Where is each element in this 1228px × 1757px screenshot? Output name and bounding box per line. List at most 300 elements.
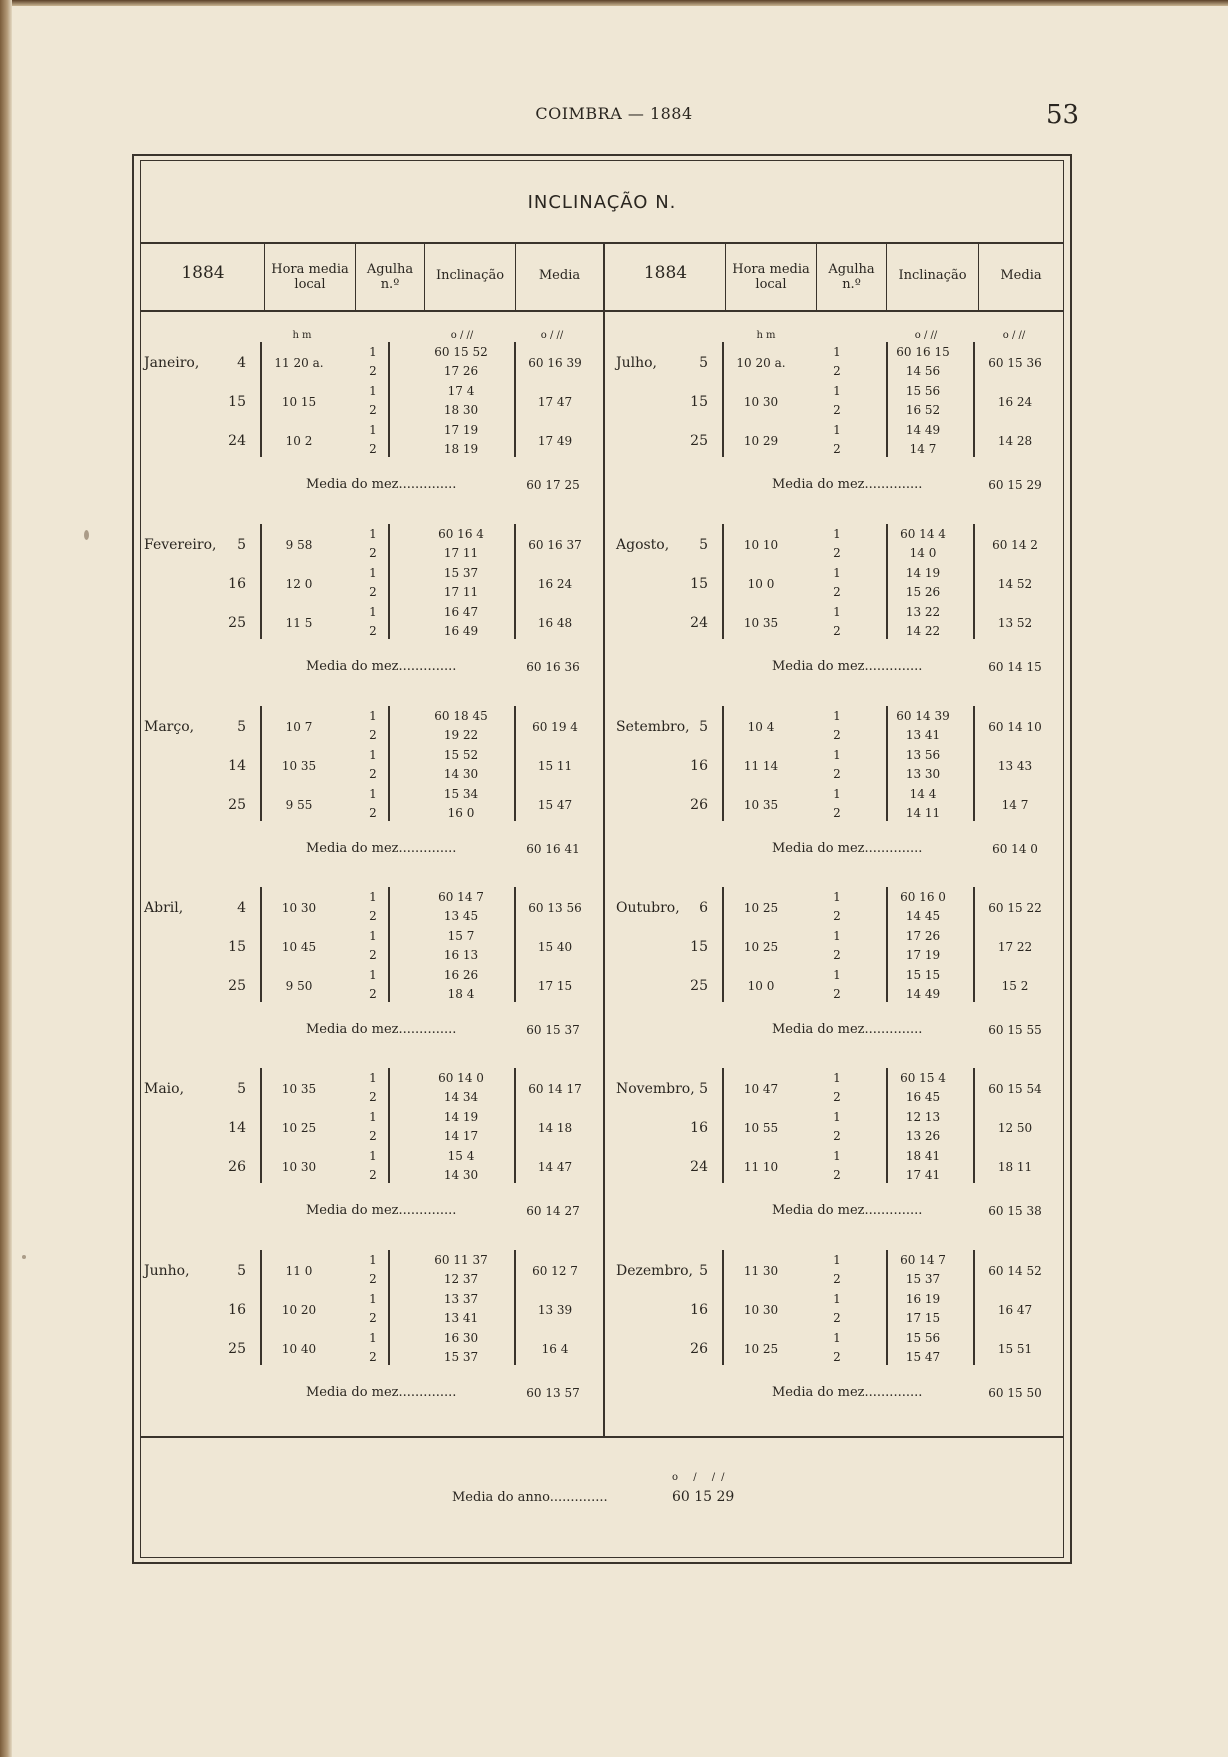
- agulha-number: 2: [369, 1311, 377, 1325]
- agulha-number: 2: [369, 1350, 377, 1364]
- inclinacao-value: 15 26: [905, 585, 941, 599]
- hora-local: 10 0: [747, 979, 775, 993]
- month-mean-label: Media do mez..............: [772, 841, 923, 856]
- agulha-number: 1: [833, 1071, 841, 1085]
- month-name: Fevereiro,: [144, 537, 217, 553]
- agulha-number: 1: [369, 1071, 377, 1085]
- agulha-number: 1: [833, 345, 841, 359]
- hora-local: 10 0: [747, 577, 775, 591]
- media-value: 14 18: [537, 1121, 573, 1135]
- inclinacao-value: 60 14 39: [896, 709, 950, 723]
- agulha-number: 2: [369, 728, 377, 742]
- inclinacao-value: 17 4: [447, 384, 475, 398]
- month-name: Novembro,: [616, 1081, 695, 1097]
- agulha-number: 2: [369, 364, 377, 378]
- header-hora: Hora media local: [732, 262, 810, 292]
- agulha-number: 2: [833, 806, 841, 820]
- inclinacao-value: 14 7: [909, 442, 937, 456]
- inclinacao-value: 60 14 7: [900, 1253, 946, 1267]
- agulha-number: 1: [833, 1331, 841, 1345]
- block-rule: [260, 1250, 262, 1365]
- day-number: 4: [237, 900, 246, 916]
- header-divider: [725, 244, 726, 310]
- day-number: 26: [690, 1341, 708, 1357]
- hora-local: 9 58: [285, 538, 313, 552]
- block-rule: [260, 524, 262, 639]
- agulha-number: 2: [833, 987, 841, 1001]
- media-value: 16 24: [997, 395, 1033, 409]
- inclinacao-value: 18 19: [443, 442, 479, 456]
- day-number: 24: [690, 615, 708, 631]
- day-number: 26: [690, 797, 708, 813]
- inclinacao-value: 14 49: [905, 423, 941, 437]
- media-value: 15 40: [537, 940, 573, 954]
- header-divider: [515, 244, 516, 310]
- agulha-number: 1: [369, 890, 377, 904]
- day-number: 5: [699, 537, 708, 553]
- inclinacao-value: 60 15 4: [900, 1071, 946, 1085]
- inclinacao-value: 15 15: [905, 968, 941, 982]
- inclinacao-value: 13 45: [443, 909, 479, 923]
- month-name: Maio,: [144, 1081, 185, 1097]
- media-value: 60 13 56: [528, 901, 582, 915]
- agulha-number: 2: [833, 1350, 841, 1364]
- month-mean-value: 60 15 55: [988, 1023, 1042, 1037]
- hora-local: 10 30: [281, 1160, 317, 1174]
- day-number: 4: [237, 355, 246, 371]
- month-name: Abril,: [144, 900, 184, 916]
- agulha-number: 2: [369, 806, 377, 820]
- month-name: Julho,: [616, 355, 658, 371]
- hora-local: 11 0: [285, 1264, 313, 1278]
- agulha-number: 2: [369, 1272, 377, 1286]
- agulha-number: 2: [833, 728, 841, 742]
- agulha-number: 2: [833, 948, 841, 962]
- inclinacao-value: 14 30: [443, 767, 479, 781]
- month-mean-value: 60 16 36: [526, 660, 580, 674]
- agulha-number: 1: [369, 384, 377, 398]
- media-value: 15 11: [537, 759, 573, 773]
- inclinacao-value: 16 0: [447, 806, 475, 820]
- block-rule: [260, 887, 262, 1002]
- inclinacao-value: 13 26: [905, 1129, 941, 1143]
- header-divider: [424, 244, 425, 310]
- media-value: 15 2: [1001, 979, 1029, 993]
- day-number: 5: [699, 719, 708, 735]
- hora-local: 10 7: [285, 720, 313, 734]
- day-number: 26: [228, 1159, 246, 1175]
- agulha-number: 1: [833, 1149, 841, 1163]
- inclinacao-value: 16 19: [905, 1292, 941, 1306]
- media-value: 60 15 22: [988, 901, 1042, 915]
- day-number: 24: [228, 433, 246, 449]
- inclinacao-value: 15 56: [905, 1331, 941, 1345]
- month-mean-value: 60 15 29: [988, 478, 1042, 492]
- day-number: 5: [237, 719, 246, 735]
- media-value: 17 47: [537, 395, 573, 409]
- hora-local: 11 5: [285, 616, 313, 630]
- inclinacao-value: 13 30: [905, 767, 941, 781]
- page-top-edge: [0, 0, 1228, 6]
- media-value: 60 14 2: [992, 538, 1038, 552]
- hora-local: 10 25: [743, 1342, 779, 1356]
- block-rule: [514, 887, 516, 1002]
- inclinacao-value: 60 11 37: [434, 1253, 488, 1267]
- agulha-number: 1: [833, 566, 841, 580]
- block-rule: [886, 342, 888, 457]
- block-rule: [973, 524, 975, 639]
- block-rule: [260, 342, 262, 457]
- hora-local: 9 50: [285, 979, 313, 993]
- block-rule: [722, 1068, 724, 1183]
- header-inclinacao: Inclinação: [435, 268, 505, 283]
- month-name: Dezembro,: [616, 1263, 693, 1279]
- media-value: 13 52: [997, 616, 1033, 630]
- agulha-number: 2: [833, 1129, 841, 1143]
- inclinacao-value: 14 17: [443, 1129, 479, 1143]
- inclinacao-value: 16 47: [443, 605, 479, 619]
- hora-local: 11 20 a.: [274, 356, 324, 370]
- inclinacao-value: 14 56: [905, 364, 941, 378]
- agulha-number: 1: [369, 787, 377, 801]
- media-value: 16 47: [997, 1303, 1033, 1317]
- hora-local: 10 2: [285, 434, 313, 448]
- agulha-number: 1: [369, 1292, 377, 1306]
- agulha-number: 2: [369, 948, 377, 962]
- block-rule: [722, 887, 724, 1002]
- day-number: 25: [690, 433, 708, 449]
- block-rule: [722, 1250, 724, 1365]
- hora-local: 10 4: [747, 720, 775, 734]
- month-mean-label: Media do mez..............: [772, 1022, 923, 1037]
- block-rule: [260, 706, 262, 821]
- block-rule: [388, 887, 390, 1002]
- block-rule: [973, 887, 975, 1002]
- agulha-number: 1: [369, 748, 377, 762]
- media-value: 14 28: [997, 434, 1033, 448]
- inclinacao-value: 16 45: [905, 1090, 941, 1104]
- inclinacao-value: 60 14 7: [438, 890, 484, 904]
- block-rule: [886, 1068, 888, 1183]
- inclinacao-value: 60 16 0: [900, 890, 946, 904]
- media-value: 60 14 10: [988, 720, 1042, 734]
- inclinacao-value: 15 37: [443, 566, 479, 580]
- agulha-number: 2: [369, 546, 377, 560]
- inclinacao-value: 16 26: [443, 968, 479, 982]
- inclinacao-value: 12 13: [905, 1110, 941, 1124]
- media-value: 16 4: [541, 1342, 569, 1356]
- day-number: 15: [228, 394, 246, 410]
- agulha-number: 1: [369, 605, 377, 619]
- inclinacao-value: 60 16 4: [438, 527, 484, 541]
- agulha-number: 2: [833, 767, 841, 781]
- day-number: 16: [228, 576, 246, 592]
- agulha-number: 1: [833, 605, 841, 619]
- hora-local: 10 25: [743, 901, 779, 915]
- media-value: 17 22: [997, 940, 1033, 954]
- inclinacao-value: 18 41: [905, 1149, 941, 1163]
- header-hora: Hora media local: [271, 262, 349, 292]
- page-number: 53: [1046, 100, 1080, 130]
- header-divider: [978, 244, 979, 310]
- block-rule: [886, 706, 888, 821]
- agulha-number: 2: [833, 1090, 841, 1104]
- header-divider: [886, 244, 887, 310]
- month-name: Junho,: [144, 1263, 190, 1279]
- month-mean-label: Media do mez..............: [772, 477, 923, 492]
- inclinacao-value: 16 52: [905, 403, 941, 417]
- media-value: 16 48: [537, 616, 573, 630]
- hora-local: 10 30: [743, 395, 779, 409]
- block-rule: [973, 1250, 975, 1365]
- hora-local: 10 25: [281, 1121, 317, 1135]
- month-mean-value: 60 13 57: [526, 1386, 580, 1400]
- month-mean-label: Media do mez..............: [306, 1022, 457, 1037]
- day-number: 24: [690, 1159, 708, 1175]
- agulha-number: 2: [369, 987, 377, 1001]
- hora-local: 10 30: [743, 1303, 779, 1317]
- block-rule: [886, 524, 888, 639]
- agulha-number: 2: [833, 1272, 841, 1286]
- inclinacao-value: 14 11: [905, 806, 941, 820]
- hora-local: 11 10: [743, 1160, 779, 1174]
- inclinacao-value: 14 22: [905, 624, 941, 638]
- media-value: 13 43: [997, 759, 1033, 773]
- inclinacao-value: 17 11: [443, 546, 479, 560]
- year-mean-label: Media do anno..............: [452, 1490, 608, 1505]
- month-mean-label: Media do mez..............: [306, 1385, 457, 1400]
- inclinacao-value: 14 30: [443, 1168, 479, 1182]
- hora-local: 10 45: [281, 940, 317, 954]
- unit-angle: o / //: [914, 330, 938, 341]
- agulha-number: 2: [369, 1090, 377, 1104]
- hora-local: 10 35: [281, 759, 317, 773]
- hora-local: 10 40: [281, 1342, 317, 1356]
- agulha-number: 1: [833, 1253, 841, 1267]
- unit-angle: o / //: [450, 330, 474, 341]
- agulha-number: 1: [833, 384, 841, 398]
- day-number: 16: [690, 1302, 708, 1318]
- inclinacao-value: 16 49: [443, 624, 479, 638]
- inclinacao-value: 60 16 15: [896, 345, 950, 359]
- block-rule: [722, 706, 724, 821]
- agulha-number: 1: [369, 1331, 377, 1345]
- unit-hora: h m: [292, 330, 312, 341]
- inclinacao-value: 15 52: [443, 748, 479, 762]
- agulha-number: 1: [369, 423, 377, 437]
- day-number: 15: [690, 394, 708, 410]
- agulha-number: 2: [369, 767, 377, 781]
- media-value: 17 49: [537, 434, 573, 448]
- agulha-number: 2: [833, 624, 841, 638]
- inclinacao-value: 15 4: [447, 1149, 475, 1163]
- hora-local: 10 15: [281, 395, 317, 409]
- hora-local: 10 20: [281, 1303, 317, 1317]
- block-rule: [886, 1250, 888, 1365]
- agulha-number: 1: [833, 890, 841, 904]
- header-divider: [264, 244, 265, 310]
- day-number: 25: [228, 1341, 246, 1357]
- media-value: 13 39: [537, 1303, 573, 1317]
- inclinacao-value: 13 22: [905, 605, 941, 619]
- block-rule: [886, 887, 888, 1002]
- month-mean-label: Media do mez..............: [772, 659, 923, 674]
- media-value: 15 47: [537, 798, 573, 812]
- inclinacao-value: 18 4: [447, 987, 475, 1001]
- agulha-number: 2: [833, 909, 841, 923]
- day-number: 5: [237, 1081, 246, 1097]
- month-mean-value: 60 15 50: [988, 1386, 1042, 1400]
- inclinacao-value: 15 37: [905, 1272, 941, 1286]
- month-mean-value: 60 14 0: [992, 842, 1038, 856]
- agulha-number: 2: [833, 364, 841, 378]
- agulha-number: 1: [369, 345, 377, 359]
- center-divider: [603, 244, 605, 1436]
- day-number: 15: [690, 576, 708, 592]
- header-agulha: Agulha n.º: [828, 262, 875, 292]
- inclinacao-value: 17 15: [905, 1311, 941, 1325]
- year-mean-unit: o / //: [672, 1472, 731, 1483]
- ink-blot: [84, 530, 89, 540]
- hora-local: 10 20 a.: [736, 356, 786, 370]
- header-year: 1884: [643, 263, 688, 283]
- agulha-number: 1: [369, 527, 377, 541]
- agulha-number: 1: [833, 1292, 841, 1306]
- day-number: 15: [228, 939, 246, 955]
- inclinacao-value: 17 19: [905, 948, 941, 962]
- inclinacao-value: 14 45: [905, 909, 941, 923]
- inclinacao-value: 13 41: [905, 728, 941, 742]
- inclinacao-value: 14 19: [905, 566, 941, 580]
- unit-angle: o / //: [1002, 330, 1026, 341]
- day-number: 25: [228, 615, 246, 631]
- hora-local: 10 47: [743, 1082, 779, 1096]
- block-rule: [388, 1250, 390, 1365]
- media-value: 60 14 17: [528, 1082, 582, 1096]
- month-mean-label: Media do mez..............: [306, 1203, 457, 1218]
- agulha-number: 2: [833, 546, 841, 560]
- header-agulha: Agulha n.º: [366, 262, 414, 292]
- header-year: 1884: [181, 263, 225, 283]
- inclinacao-value: 13 37: [443, 1292, 479, 1306]
- inclinacao-value: 15 34: [443, 787, 479, 801]
- block-rule: [388, 706, 390, 821]
- hora-local: 10 25: [743, 940, 779, 954]
- inclinacao-value: 15 7: [447, 929, 475, 943]
- day-number: 25: [228, 797, 246, 813]
- hora-local: 10 35: [743, 616, 779, 630]
- inclinacao-value: 14 49: [905, 987, 941, 1001]
- agulha-number: 2: [369, 585, 377, 599]
- hora-local: 11 14: [743, 759, 779, 773]
- header-media: Media: [538, 268, 581, 283]
- block-rule: [514, 1250, 516, 1365]
- inclinacao-value: 17 26: [905, 929, 941, 943]
- day-number: 6: [699, 900, 708, 916]
- media-value: 14 7: [1001, 798, 1029, 812]
- hora-local: 12 0: [285, 577, 313, 591]
- table-title: INCLINAÇÃO N.: [527, 192, 677, 213]
- agulha-number: 2: [369, 442, 377, 456]
- month-mean-value: 60 17 25: [526, 478, 580, 492]
- block-rule: [722, 524, 724, 639]
- media-value: 60 12 7: [532, 1264, 578, 1278]
- media-value: 60 15 54: [988, 1082, 1042, 1096]
- unit-angle: o / //: [540, 330, 564, 341]
- media-value: 60 16 37: [528, 538, 582, 552]
- media-value: 60 16 39: [528, 356, 582, 370]
- inclinacao-value: 13 56: [905, 748, 941, 762]
- day-number: 25: [690, 978, 708, 994]
- media-value: 14 52: [997, 577, 1033, 591]
- inclinacao-value: 14 0: [909, 546, 937, 560]
- agulha-number: 1: [833, 709, 841, 723]
- media-value: 16 24: [537, 577, 573, 591]
- ink-blot: [22, 1255, 26, 1259]
- block-rule: [973, 342, 975, 457]
- agulha-number: 1: [369, 709, 377, 723]
- day-number: 5: [699, 355, 708, 371]
- unit-hora: h m: [756, 330, 776, 341]
- day-number: 14: [228, 758, 246, 774]
- agulha-number: 1: [369, 1253, 377, 1267]
- rule-above-year-mean: [140, 1436, 1064, 1438]
- agulha-number: 1: [369, 566, 377, 580]
- inclinacao-value: 16 13: [443, 948, 479, 962]
- block-rule: [514, 342, 516, 457]
- header-divider: [816, 244, 817, 310]
- agulha-number: 1: [833, 1110, 841, 1124]
- hora-local: 10 30: [281, 901, 317, 915]
- agulha-number: 2: [369, 403, 377, 417]
- month-mean-label: Media do mez..............: [772, 1203, 923, 1218]
- hora-local: 10 55: [743, 1121, 779, 1135]
- media-value: 17 15: [537, 979, 573, 993]
- inclinacao-value: 12 37: [443, 1272, 479, 1286]
- header-inclinacao: Inclinação: [898, 268, 967, 283]
- agulha-number: 1: [369, 929, 377, 943]
- inclinacao-value: 60 14 0: [438, 1071, 484, 1085]
- media-value: 15 51: [997, 1342, 1033, 1356]
- day-number: 16: [690, 1120, 708, 1136]
- day-number: 16: [690, 758, 708, 774]
- agulha-number: 1: [369, 968, 377, 982]
- page-binding-edge: [0, 0, 12, 1757]
- block-rule: [514, 524, 516, 639]
- agulha-number: 2: [833, 1168, 841, 1182]
- month-mean-label: Media do mez..............: [306, 659, 457, 674]
- day-number: 5: [237, 537, 246, 553]
- agulha-number: 1: [833, 527, 841, 541]
- header-media: Media: [1000, 268, 1042, 283]
- agulha-number: 2: [833, 442, 841, 456]
- block-rule: [514, 1068, 516, 1183]
- block-rule: [388, 1068, 390, 1183]
- inclinacao-value: 15 47: [905, 1350, 941, 1364]
- agulha-number: 2: [833, 585, 841, 599]
- agulha-number: 1: [369, 1110, 377, 1124]
- agulha-number: 1: [833, 787, 841, 801]
- rule-below-header: [140, 310, 1064, 312]
- inclinacao-value: 14 4: [909, 787, 937, 801]
- agulha-number: 2: [369, 1129, 377, 1143]
- month-name: Setembro,: [616, 719, 690, 735]
- block-rule: [388, 342, 390, 457]
- inclinacao-value: 17 41: [905, 1168, 941, 1182]
- media-value: 60 15 36: [988, 356, 1042, 370]
- day-number: 5: [699, 1263, 708, 1279]
- block-rule: [514, 706, 516, 821]
